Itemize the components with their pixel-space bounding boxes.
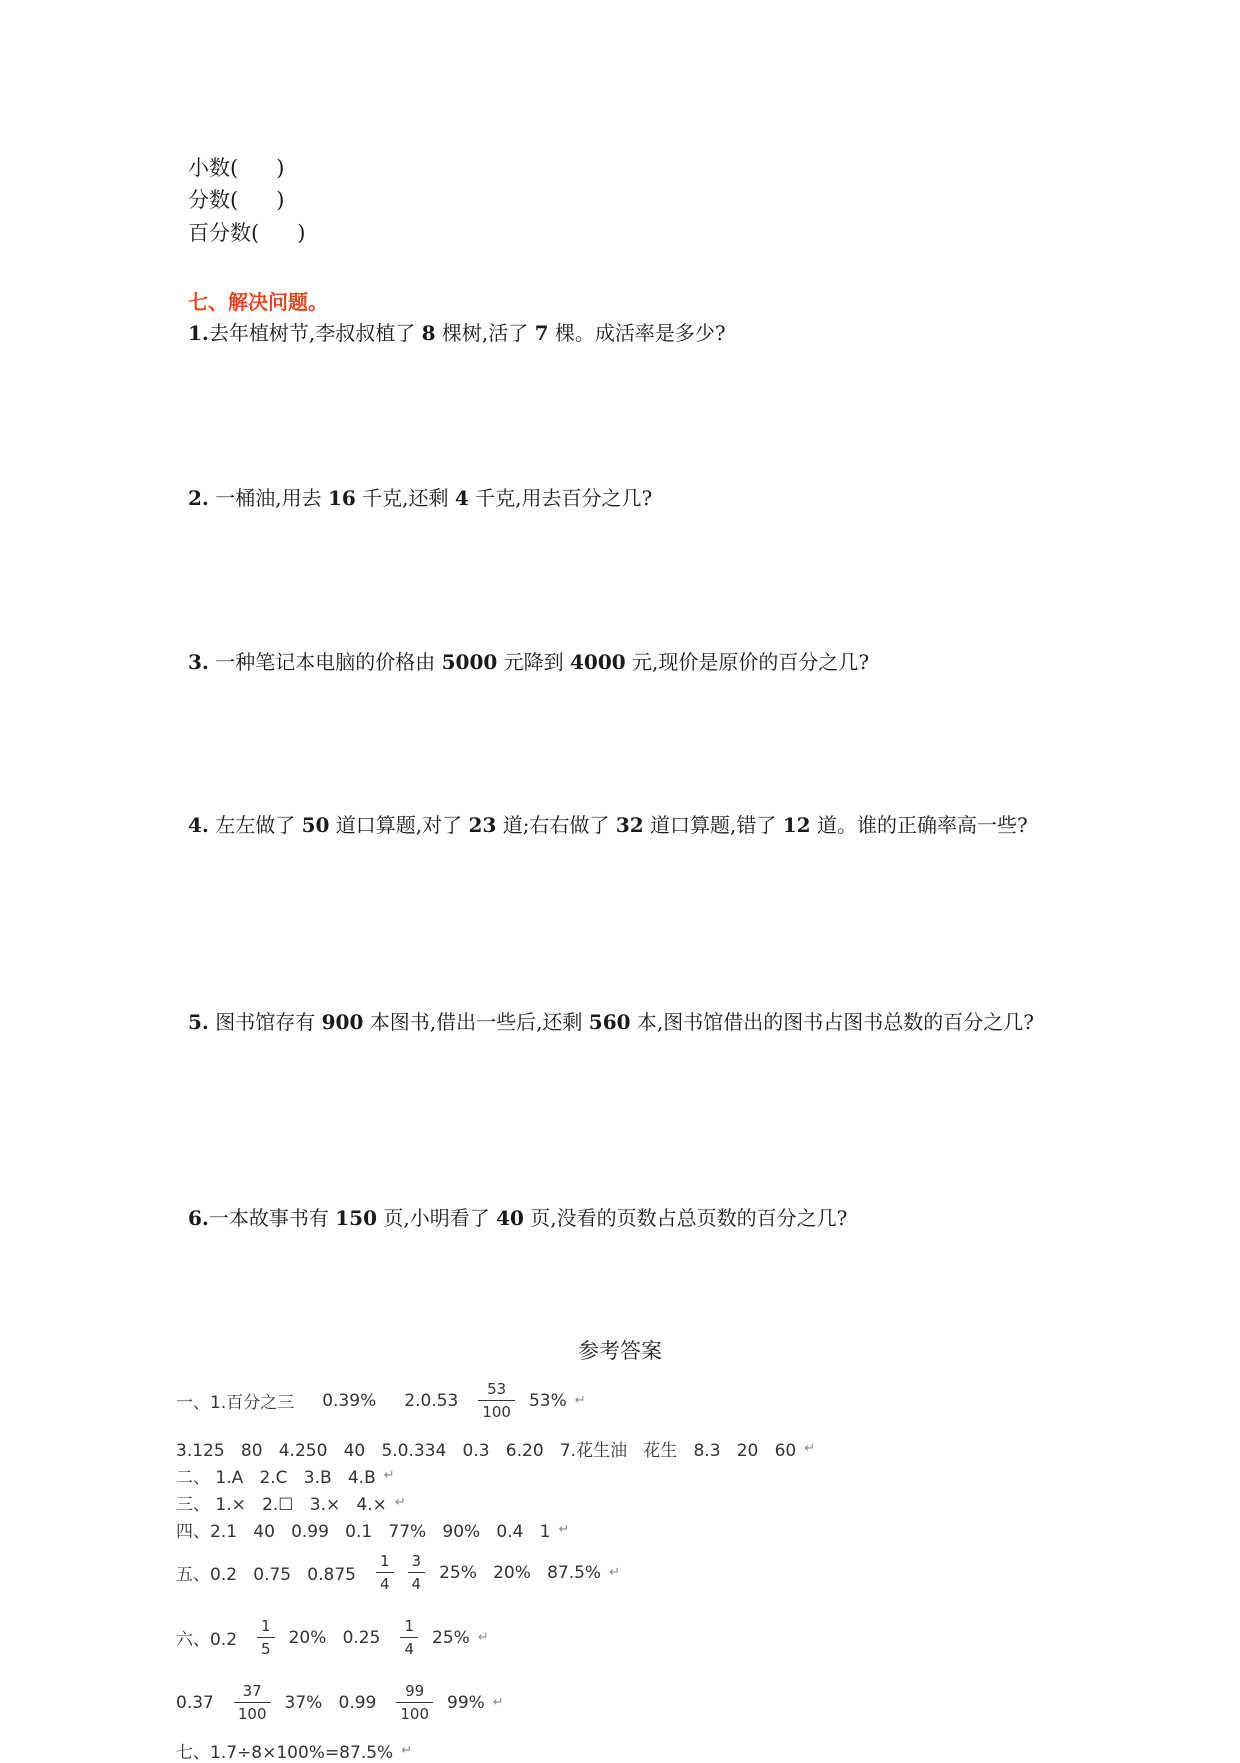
question-5 [188, 1005, 1058, 1039]
question-text: 棵树,活了 [435, 321, 535, 345]
blank-percent [188, 217, 305, 247]
question-number: 4. [188, 813, 209, 837]
close-paren: ) [297, 221, 306, 245]
question-4 [188, 808, 1058, 842]
fraction-numerator: 37 [242, 1682, 262, 1700]
question-text: 元降到 [497, 650, 570, 674]
question-number-value: 8 [421, 321, 436, 345]
answer-fraction [478, 1380, 515, 1421]
answer-key-title: 参考答案 [578, 1339, 662, 1363]
return-mark-icon: ↵ [804, 1441, 816, 1456]
answer-text: 0.39% [322, 1390, 377, 1411]
return-mark-icon: ↵ [383, 1468, 395, 1483]
question-text: 道;右右做了 [496, 813, 616, 837]
question-text: 去年植树节,李叔叔植了 [208, 321, 422, 345]
answer-row-2 [176, 1436, 815, 1461]
question-text: 一种笔记本电脑的价格由 [208, 650, 442, 674]
question-text: 道。谁的正确率高一些? [810, 813, 1028, 837]
answer-fraction [257, 1617, 275, 1658]
question-number: 6. [188, 1206, 209, 1230]
question-text: 图书馆存有 [208, 1010, 322, 1034]
return-mark-icon: ↵ [609, 1565, 620, 1580]
answer-row-7 [176, 1617, 489, 1658]
question-text: 千克,用去百分之几? [468, 486, 653, 510]
question-number-value: 16 [327, 486, 356, 510]
answer-row-3 [176, 1463, 395, 1488]
answer-fraction [400, 1617, 418, 1658]
question-3 [188, 645, 1058, 679]
fraction-denominator: 100 [478, 1400, 515, 1421]
answer-row-1 [176, 1380, 586, 1421]
answer-fraction [376, 1552, 394, 1593]
answer-row-4 [176, 1490, 406, 1515]
return-mark-icon: ↵ [401, 1743, 413, 1758]
fraction-denominator: 5 [257, 1637, 275, 1658]
question-number-value: 40 [496, 1206, 524, 1230]
question-text: 棵。成活率是多少? [548, 321, 726, 345]
fraction-denominator: 4 [408, 1572, 426, 1593]
answer-row-5 [176, 1517, 569, 1542]
answer-row-8 [176, 1682, 504, 1723]
answer-text: 七、1.7÷8×100%=87.5% [176, 1743, 394, 1763]
question-text: 一本故事书有 [208, 1206, 336, 1230]
fraction-numerator: 1 [379, 1552, 390, 1570]
question-text: 元,现价是原价的百分之几? [625, 650, 870, 674]
answer-fraction [234, 1682, 271, 1723]
fraction-denominator: 4 [376, 1572, 394, 1593]
fraction-denominator: 4 [400, 1637, 418, 1658]
answer-text: 六、0.2 [176, 1630, 238, 1650]
question-number-value: 5000 [441, 650, 498, 674]
answer-row-9 [176, 1738, 412, 1763]
answer-text: 三、 1.× 2.☐ 3.× 4.× [176, 1495, 387, 1515]
answer-text: 3.125 80 4.250 40 5.0.334 0.3 6.20 7.花生油 花生 8.3 20 60 [176, 1441, 797, 1461]
answer-text: 99% [447, 1692, 485, 1713]
close-paren: ) [276, 156, 285, 180]
question-number-value: 900 [321, 1010, 364, 1034]
question-number-value: 560 [588, 1010, 631, 1034]
fraction-denominator: 100 [396, 1702, 433, 1723]
answer-text: 25% 20% 87.5% [439, 1562, 602, 1583]
close-paren: ) [276, 188, 285, 212]
return-mark-icon: ↵ [394, 1495, 406, 1510]
fraction-numerator: 3 [411, 1552, 422, 1570]
question-number-value: 12 [782, 813, 811, 837]
question-1 [188, 316, 1058, 350]
return-mark-icon: ↵ [574, 1393, 586, 1408]
question-text: 本,图书馆借出的图书占图书总数的百分之几? [630, 1010, 1034, 1034]
question-text: 左左做了 [208, 813, 302, 837]
question-text: 道口算题,对了 [329, 813, 469, 837]
question-number: 2. [188, 486, 209, 510]
question-text: 一桶油,用去 [208, 486, 328, 510]
answer-fraction [396, 1682, 433, 1723]
question-number-value: 150 [335, 1206, 377, 1230]
fraction-numerator: 53 [487, 1380, 507, 1398]
blank-label: 小数( [188, 156, 239, 180]
question-2 [188, 481, 1058, 515]
question-text: 页,没看的页数占总页数的百分之几? [523, 1206, 848, 1230]
question-number-value: 4 [454, 486, 469, 510]
answer-text: 0.37 [176, 1692, 214, 1713]
answer-text: 53% [528, 1390, 567, 1411]
question-number: 3. [188, 650, 209, 674]
blank-fraction [188, 184, 284, 214]
fraction-numerator: 1 [404, 1617, 414, 1635]
return-mark-icon: ↵ [492, 1695, 504, 1710]
blank-decimal [188, 152, 284, 182]
fraction-numerator: 99 [405, 1682, 425, 1700]
answer-text: 25% [432, 1627, 470, 1648]
question-number: 1. [188, 321, 209, 345]
blank-label: 分数( [188, 188, 239, 212]
question-text: 页,小明看了 [377, 1206, 497, 1230]
answer-text: 一、1.百分之三 [176, 1393, 295, 1413]
answer-text: 五、0.2 0.75 0.875 [176, 1565, 356, 1585]
answer-text: 四、2.1 40 0.99 0.1 77% 90% 0.4 1 [176, 1522, 551, 1542]
answer-fraction [408, 1552, 426, 1593]
question-number-value: 4000 [570, 650, 626, 674]
question-number-value: 7 [534, 321, 549, 345]
question-number-value: 23 [468, 813, 497, 837]
question-number: 5. [188, 1010, 209, 1034]
answer-text: 20% 0.25 [288, 1627, 381, 1648]
answer-text: 2.0.53 [404, 1390, 459, 1411]
question-text: 本图书,借出一些后,还剩 [363, 1010, 589, 1034]
fraction-denominator: 100 [234, 1702, 271, 1723]
question-number-value: 32 [615, 813, 644, 837]
question-text: 道口算题,错了 [643, 813, 783, 837]
blank-label: 百分数( [188, 221, 260, 245]
fraction-numerator: 1 [261, 1617, 271, 1635]
question-number-value: 50 [301, 813, 330, 837]
return-mark-icon: ↵ [477, 1630, 489, 1645]
answer-text: 37% 0.99 [284, 1692, 377, 1713]
answer-text: 二、 1.A 2.C 3.B 4.B [176, 1468, 376, 1488]
question-6 [188, 1201, 1058, 1235]
section-title: 七、解决问题。 [188, 290, 328, 314]
question-text: 千克,还剩 [355, 486, 455, 510]
return-mark-icon: ↵ [558, 1522, 570, 1537]
answer-row-6 [176, 1552, 620, 1593]
